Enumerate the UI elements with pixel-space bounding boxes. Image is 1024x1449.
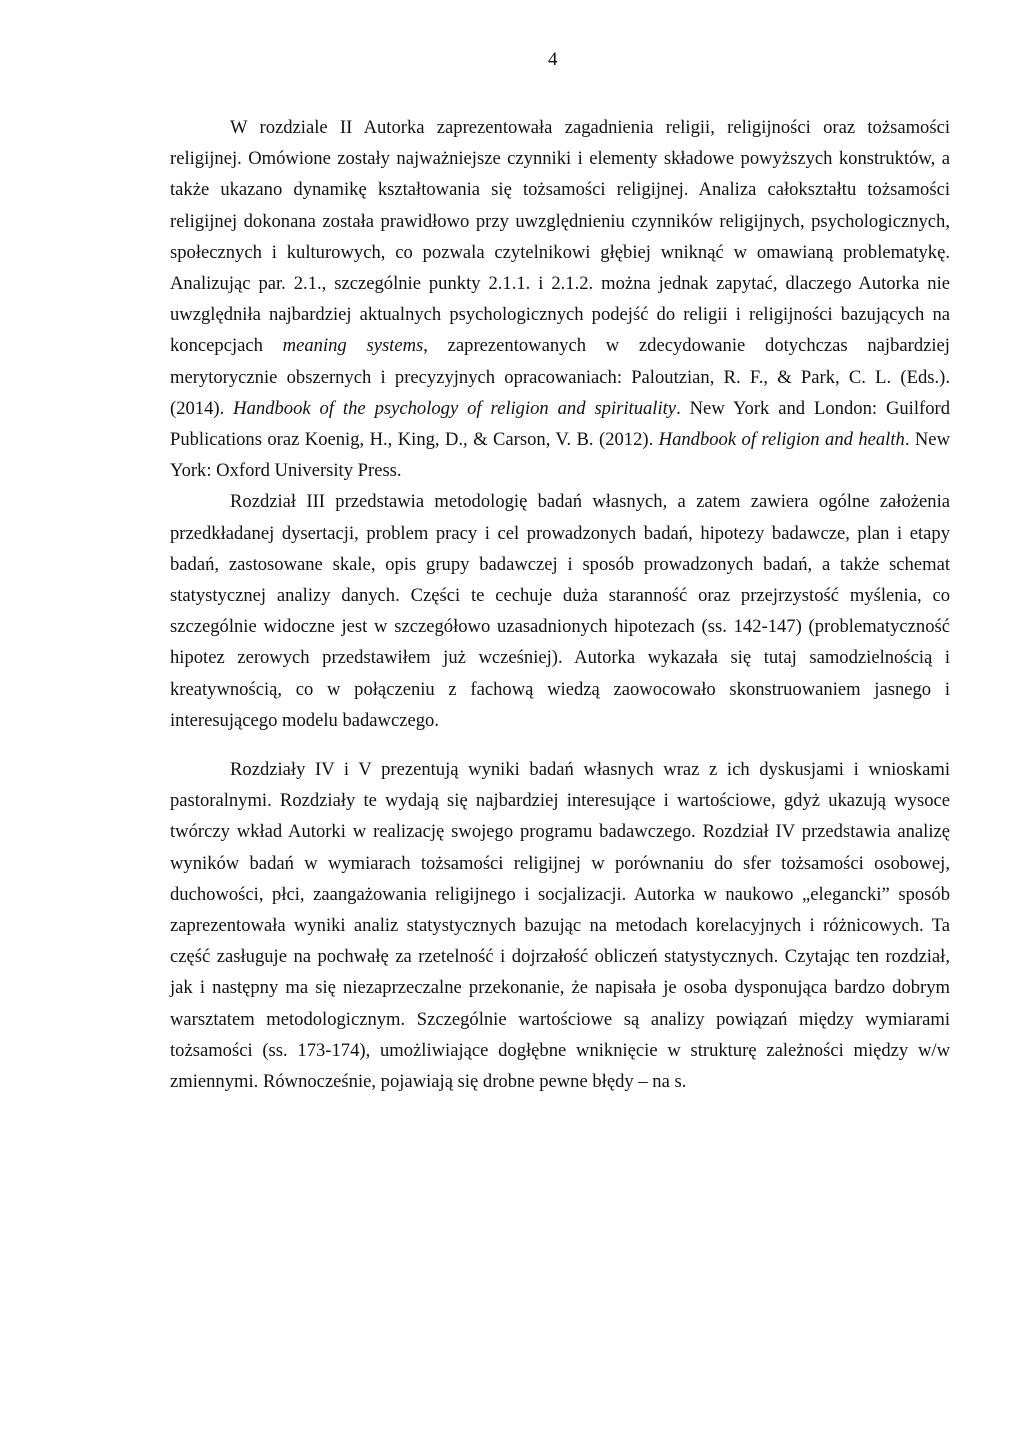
paragraph-chapter-2 xyxy=(170,112,950,486)
paragraph-chapter-3 xyxy=(170,486,950,736)
text-segment: . New York and London: Guilford Publications oraz Koenig, H., King, D., & Carson, V. B. (2012). xyxy=(170,397,950,451)
page-number: 4 xyxy=(548,49,558,70)
text-segment: W rozdziale II Autorka zaprezentowała zagadnienia religii, religijności oraz tożsamości religijnej. Omówione zostały najważniejsze czynniki i elementy składowe powyższych konstruktów, a także ukazano dynamikę kształtowania się tożsamości religijnej. Analiza całokształtu tożsamości religijnej dokonana została prawidłowo przy uwzględnieniu czynników religijnych, psychologicznych, społecznych i kulturowych, co pozwala czytelnikowi głębiej wniknąć w omawianą problematykę. Analizując par. 2.1., szczególnie punkty 2.1.1. i 2.1.2. można jednak zapytać, dlaczego Autorka nie uwzględniła najbardziej aktualnych psychologicznych podejść do religii i religijności bazujących na koncepcjach xyxy=(170,117,950,357)
italic-book-title: Handbook of the psychology of religion and spirituality xyxy=(233,397,677,419)
italic-term: meaning systems xyxy=(282,335,424,357)
italic-book-title: Handbook of religion and health xyxy=(658,429,905,451)
text-segment: Rozdział III przedstawia metodologię badań własnych, a zatem zawiera ogólne założenia przedkładanej dysertacji, problem pracy i cel prowadzonych badań, hipotezy badawcze, plan i etapy badań, zastosowane skale, opis grupy badawczej i sposób prowadzonych badań, a także schemat statystycznej analizy danych. Części te cechuje duża staranność oraz przejrzystość myślenia, co szczególnie widoczne jest w szczegółowo uzasadnionych hipotezach (ss. 142-147) (problematyczność hipotez zerowych przedstawiłem już wcześniej). Autorka wykazała się tutaj samodzielnością i kreatywnością, co w połączeniu z fachową wiedzą zaowocowało skonstruowaniem jasnego i interesującego modelu badawczego. xyxy=(170,491,950,731)
text-segment: , zaprezentowanych w zdecydowanie dotychczas najbardziej merytorycznie obszernych i precyzyjnych opracowaniach: Paloutzian, R. F., & Park, C. L. (Eds.). (2014). xyxy=(170,335,950,419)
text-segment: Rozdziały IV i V prezentują wyniki badań własnych wraz z ich dyskusjami i wnioskami pastoralnymi. Rozdziały te wydają się najbardziej interesujące i wartościowe, gdyż ukazują wysoce twórczy wkład Autorki w realizację swojego programu badawczego. Rozdział IV przedstawia analizę wyników badań w wymiarach tożsamości religijnej w porównaniu do sfer tożsamości osobowej, duchowości, płci, zaangażowania religijnego i socjalizacji. Autorka w naukowo „elegancki” sposób zaprezentowała wyniki analiz statystycznych bazując na metodach korelacyjnych i różnicowych. Ta część zasługuje na pochwałę za rzetelność i dojrzałość obliczeń statystycznych. Czytając ten rozdział, jak i następny ma się niezaprzeczalne przekonanie, że napisała je osoba dysponująca bardzo dobrym warsztatem metodologicznym. Szczególnie wartościowe są analizy powiązań między wymiarami tożsamości (ss. 173-174), umożliwiające dogłębne wniknięcie w strukturę zależności między w/w zmiennymi. Równocześnie, pojawiają się drobne pewne błędy – na s. xyxy=(170,759,950,1093)
document-body xyxy=(170,112,950,1097)
paragraph-chapters-4-5 xyxy=(170,754,950,1097)
text-segment: . New York: Oxford University Press. xyxy=(170,429,950,482)
